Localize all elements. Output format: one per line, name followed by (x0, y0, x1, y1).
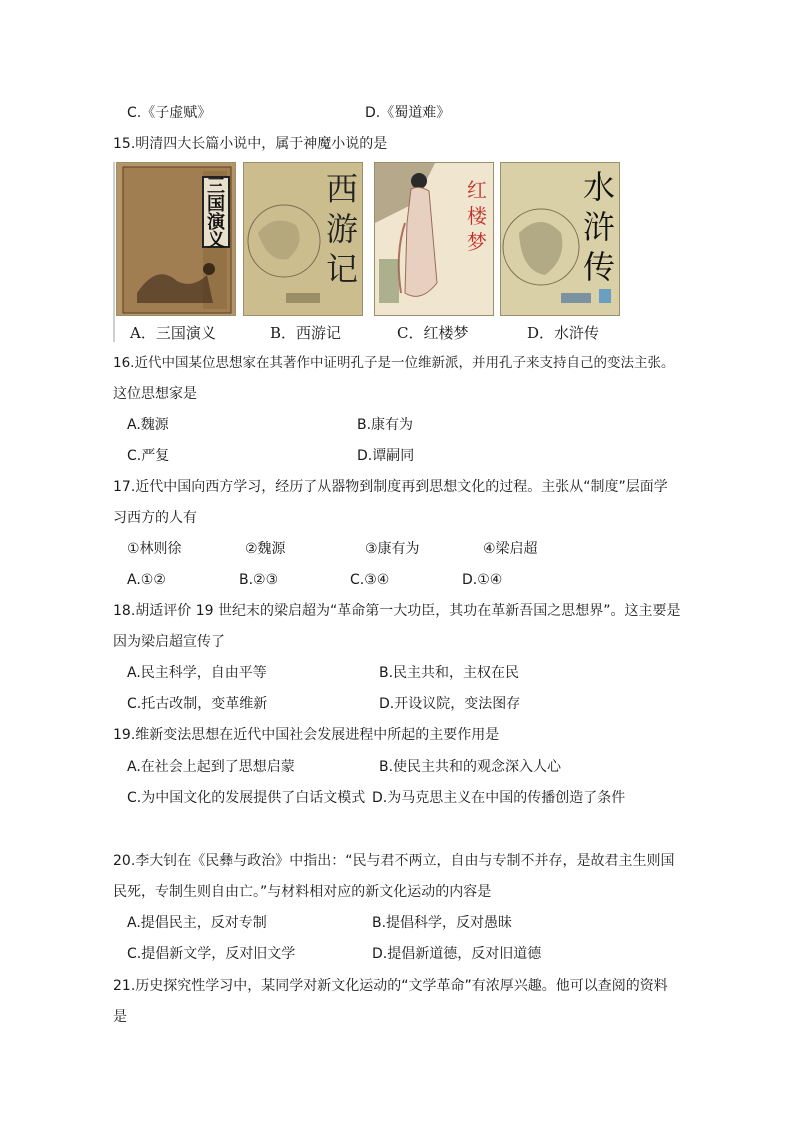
q19-option-d: D.为马克思主义在中国的传播创造了条件 (372, 790, 626, 806)
q19-stem: 19.维新变法思想在近代中国社会发展进程中所起的主要作用是 (113, 727, 500, 743)
q18-option-a: A.民主科学，自由平等 (127, 665, 267, 681)
q16-stem-line1: 16.近代中国某位思想家在其著作中证明孔子是一位维新派，并用孔子来支持自己的变法主张。 (113, 355, 675, 371)
q20-stem-line1: 20.李大钊在《民彝与政治》中指出：“民与君不两立，自由与专制不并存，是故君主生则国 (113, 853, 675, 869)
q17-option-c: C.③④ (350, 572, 390, 588)
q18-option-c: C.托古改制，变革维新 (127, 696, 268, 712)
q19-option-b: B.使民主共和的观念深入人心 (379, 759, 562, 775)
q16-stem-line2: 这位思想家是 (113, 386, 197, 402)
q18-stem-line1: 18.胡适评价 19 世纪末的梁启超为“革命第一大功臣，其功在革新吾国之思想界”。这主要是 (113, 603, 681, 619)
q16-option-b: B.康有为 (357, 417, 414, 433)
q19-option-c: C.为中国文化的发展提供了白话文模式 (127, 790, 366, 806)
q21-stem-line1: 21.历史探究性学习中，某同学对新文化运动的“文学革命”有浓厚兴趣。他可以查阅的资料 (113, 978, 668, 994)
q16-option-a: A.魏源 (127, 417, 169, 433)
q20-option-d: D.提倡新道德，反对旧道德 (372, 946, 542, 962)
q16-option-d: D.谭嗣同 (357, 448, 415, 464)
q20-option-c: C.提倡新文学，反对旧文学 (127, 946, 296, 962)
cover-title-vertical: 红楼梦 (467, 178, 487, 254)
q18-option-b: B.民主共和，主权在民 (379, 665, 520, 681)
q17-option-b: B.②③ (239, 572, 279, 588)
q17-option-d: D.①④ (462, 572, 503, 588)
q19-option-a: A.在社会上起到了思想启蒙 (127, 759, 295, 775)
cover-shuihu-zhuan (500, 162, 620, 316)
q20-option-b: B.提倡科学，反对愚昧 (372, 915, 513, 931)
q15-option-d: D．水浒传 (527, 324, 600, 342)
cover-sanguo-yanyi (116, 162, 236, 316)
q15-option-c: C．红楼梦 (397, 324, 469, 342)
q17-option-a: A.①② (127, 572, 166, 588)
q17-stem-line1: 17.近代中国向西方学习，经历了从器物到制度再到思想文化的过程。主张从“制度”层面学 (113, 479, 668, 495)
q17-item-1: ①林则徐 (127, 541, 182, 557)
q15-option-b: B．西游记 (270, 324, 342, 342)
cover-honglou-meng (374, 162, 494, 316)
image-left-border (113, 162, 115, 342)
q17-item-2: ②魏源 (245, 541, 286, 557)
q17-item-3: ③康有为 (365, 541, 420, 557)
cover-title-vertical: 水浒传 (583, 168, 616, 286)
q21-stem-line2: 是 (113, 1009, 127, 1025)
cover-title-vertical: 西游记 (326, 170, 359, 288)
q20-stem-line2: 民死，专制生则自由亡。”与材料相对应的新文化运动的内容是 (113, 884, 492, 900)
q15-option-a: A．三国演义 (130, 324, 216, 342)
q17-stem-line2: 习西方的人有 (113, 510, 197, 526)
cover-xiyou-ji (243, 162, 363, 316)
q14-option-d: D.《蜀道难》 (365, 105, 451, 121)
q18-stem-line2: 因为梁启超宣传了 (113, 634, 225, 650)
q15-stem: 15.明清四大长篇小说中，属于神魔小说的是 (113, 136, 388, 152)
cover-title-vertical: 三国演义 (207, 176, 225, 251)
q14-option-c: C.《子虚赋》 (127, 105, 212, 121)
q16-option-c: C.严复 (127, 448, 170, 464)
q20-option-a: A.提倡民主，反对专制 (127, 915, 267, 931)
q18-option-d: D.开设议院，变法图存 (379, 696, 521, 712)
q17-item-4: ④梁启超 (483, 541, 538, 557)
